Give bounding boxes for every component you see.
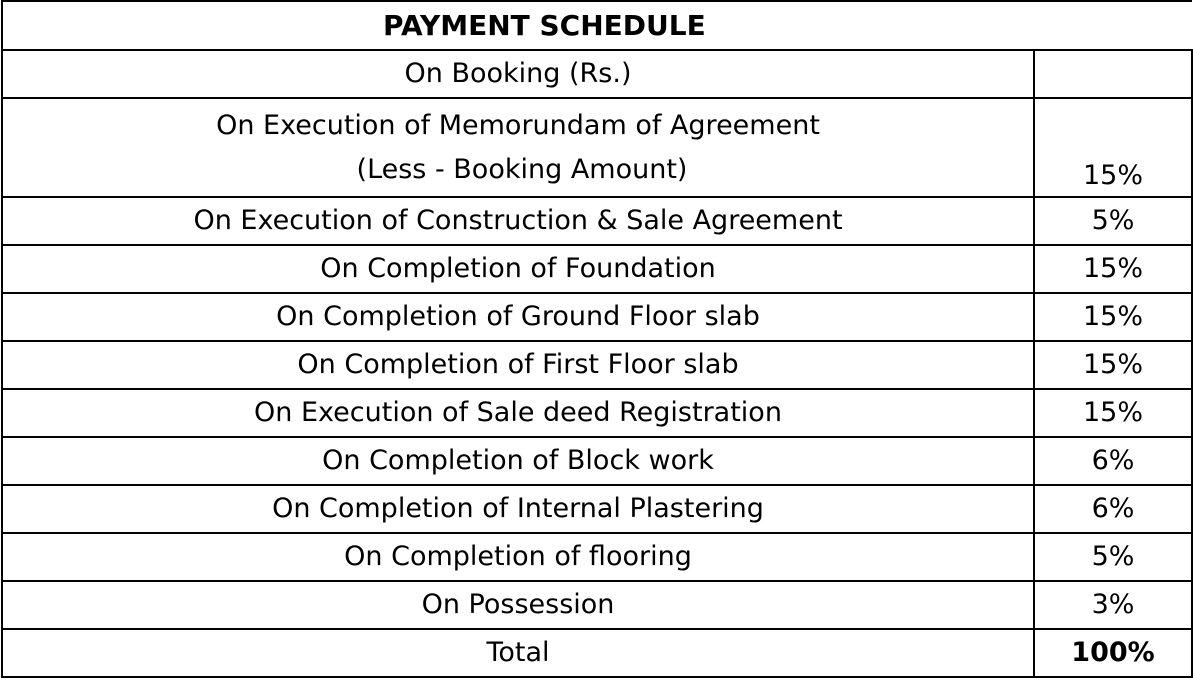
row-percent: 15% <box>1034 98 1192 197</box>
row-description: On Execution of Sale deed Registration <box>2 389 1034 437</box>
total-label: Total <box>2 629 1034 677</box>
row-percent: 5% <box>1034 197 1192 245</box>
table-row <box>2 581 1192 629</box>
row-percent: 3% <box>1034 581 1192 629</box>
table-row <box>2 533 1192 581</box>
row-description-line2: (Less - Booking Amount) <box>356 153 688 185</box>
row-description <box>2 98 1034 197</box>
table-row <box>2 293 1192 341</box>
table-row <box>2 389 1192 437</box>
row-description: On Completion of Block work <box>2 437 1034 485</box>
row-percent: 15% <box>1034 245 1192 293</box>
table-row <box>2 437 1192 485</box>
table-row <box>2 341 1192 389</box>
table-row <box>2 485 1192 533</box>
row-percent: 15% <box>1034 389 1192 437</box>
row-description: On Completion of Internal Plastering <box>2 485 1034 533</box>
row-percent: 15% <box>1034 293 1192 341</box>
table-row <box>2 197 1192 245</box>
table-row <box>2 50 1192 98</box>
row-description: On Completion of First Floor slab <box>2 341 1034 389</box>
row-percent <box>1034 50 1192 98</box>
row-description: On Completion of Ground Floor slab <box>2 293 1034 341</box>
table-row <box>2 98 1192 197</box>
row-percent: 6% <box>1034 437 1192 485</box>
row-description-line1: On Execution of Memorundam of Agreement <box>216 109 820 141</box>
row-description: On Execution of Construction & Sale Agreement <box>2 197 1034 245</box>
row-percent: 15% <box>1034 341 1192 389</box>
row-percent: 5% <box>1034 533 1192 581</box>
row-description: On Possession <box>2 581 1034 629</box>
payment-schedule-table <box>1 0 1193 678</box>
table-row <box>2 245 1192 293</box>
table-title: PAYMENT SCHEDULE <box>2 1 1192 50</box>
total-percent: 100% <box>1034 629 1192 677</box>
title-row <box>2 1 1192 50</box>
row-description: On Completion of Foundation <box>2 245 1034 293</box>
row-percent: 6% <box>1034 485 1192 533</box>
row-description: On Completion of flooring <box>2 533 1034 581</box>
row-description: On Booking (Rs.) <box>2 50 1034 98</box>
total-row <box>2 629 1192 677</box>
